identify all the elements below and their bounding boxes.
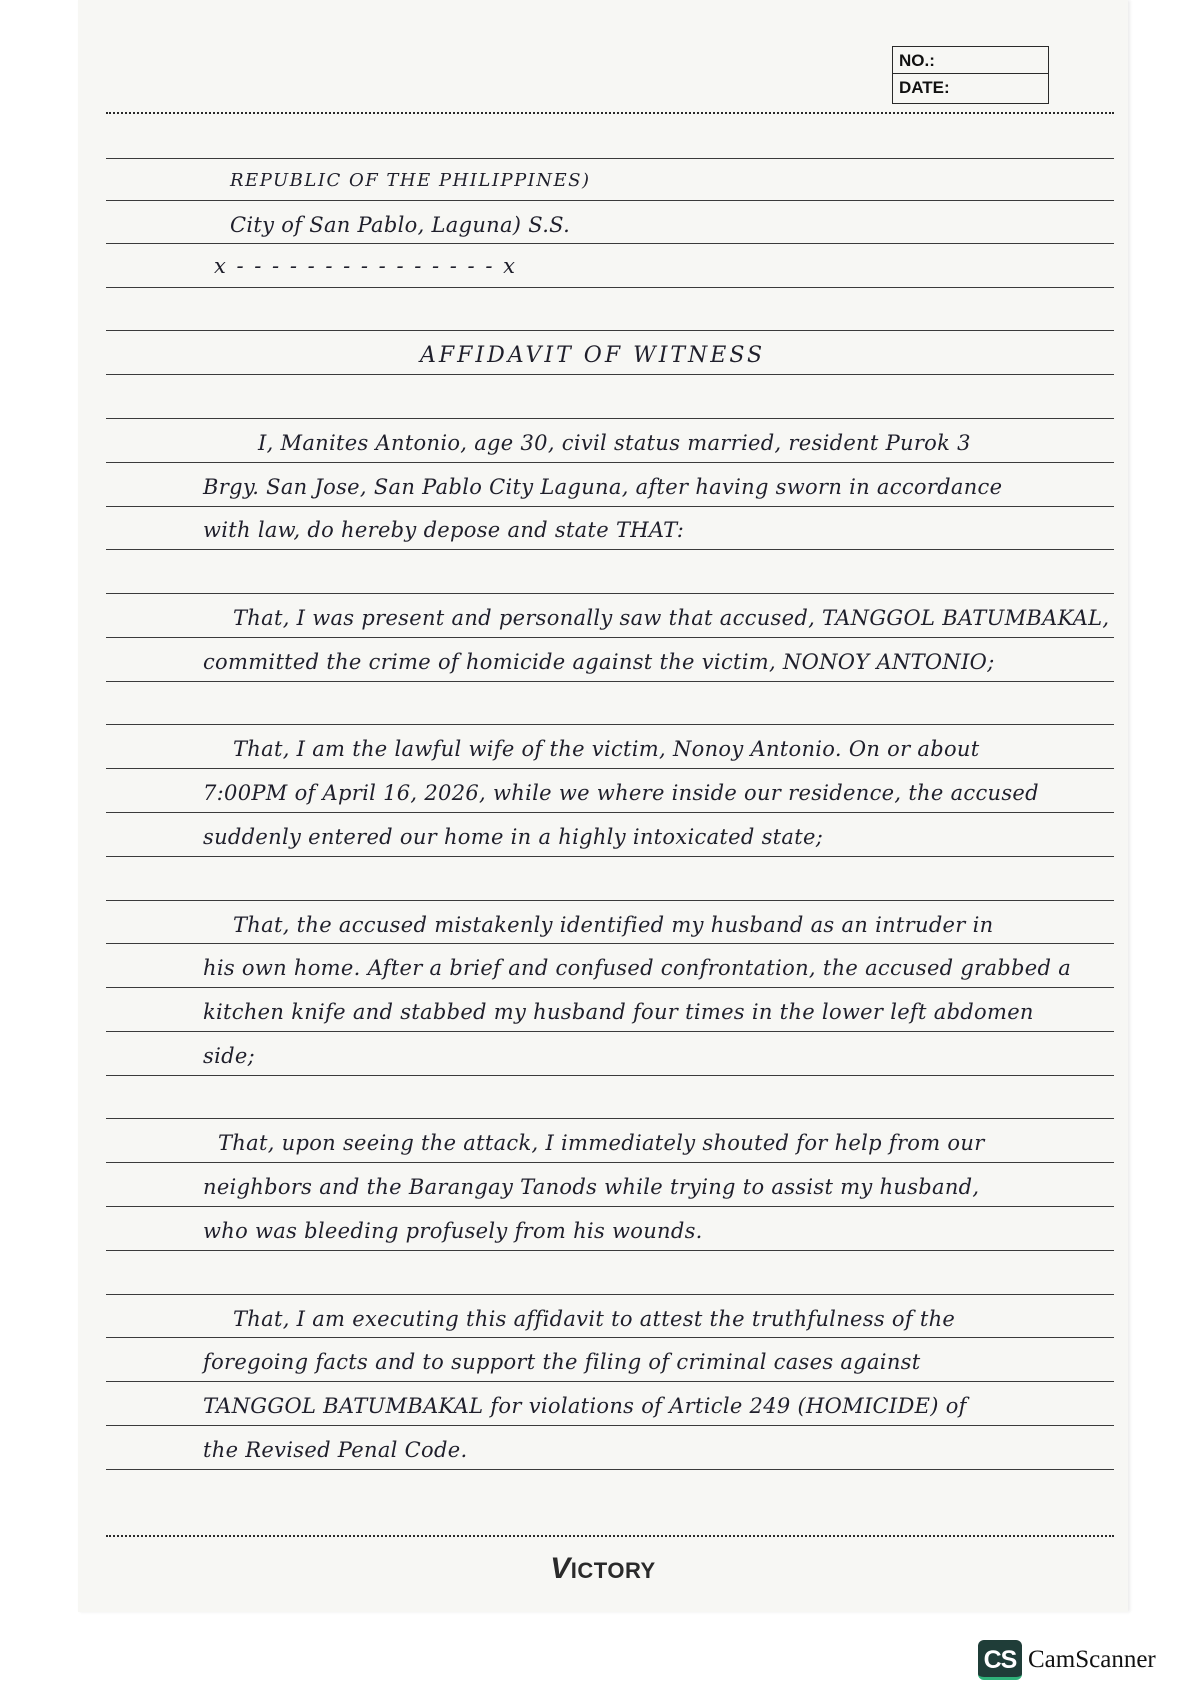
ruled-line bbox=[106, 1337, 1114, 1338]
ruled-line bbox=[106, 1425, 1114, 1426]
paragraph-3-line-3: suddenly entered our home in a highly intoxicated state; bbox=[203, 825, 824, 849]
paragraph-2-line-1: That, I was present and personally saw that accused, TANGGOL BATUMBAKAL, bbox=[233, 606, 1110, 630]
paragraph-4-line-1: That, the accused mistakenly identified my husband as an intruder in bbox=[233, 913, 994, 937]
caption-republic: REPUBLIC OF THE PHILIPPINES) bbox=[230, 170, 591, 191]
ruled-line bbox=[106, 462, 1114, 463]
camscanner-logo-icon: CS bbox=[978, 1640, 1022, 1680]
paragraph-4-line-2: his own home. After a brief and confused confrontation, the accused grabbed a bbox=[203, 956, 1072, 980]
paragraph-2-line-2: committed the crime of homicide against the victim, NONOY ANTONIO; bbox=[203, 650, 995, 674]
ruled-line bbox=[106, 1118, 1114, 1119]
ruled-line bbox=[106, 1469, 1114, 1470]
paragraph-6-line-1: That, I am executing this affidavit to attest the truthfulness of the bbox=[233, 1307, 956, 1331]
notebook-page bbox=[78, 0, 1128, 1612]
ruled-line bbox=[106, 243, 1114, 244]
ruled-line bbox=[106, 1381, 1114, 1382]
ruled-line bbox=[106, 943, 1114, 944]
ruled-line bbox=[106, 1294, 1114, 1295]
notebook-brand-logo bbox=[78, 1552, 1128, 1586]
ruled-line bbox=[106, 374, 1114, 375]
date-label: DATE: bbox=[899, 78, 950, 97]
paragraph-1-line-2: Brgy. San Jose, San Pablo City Laguna, after having sworn in accordance bbox=[203, 475, 1003, 499]
ruled-line bbox=[106, 1031, 1114, 1032]
ruled-line-top bbox=[106, 112, 1114, 114]
ruled-line bbox=[106, 681, 1114, 682]
ruled-line bbox=[106, 900, 1114, 901]
ruled-line bbox=[106, 768, 1114, 769]
caption-divider: x - - - - - - - - - - - - - - - x bbox=[214, 254, 517, 278]
ruled-line bbox=[106, 1075, 1114, 1076]
brand-rest: ICTORY bbox=[570, 1558, 656, 1583]
paragraph-5-line-3: who was bleeding profusely from his wounds. bbox=[203, 1219, 703, 1243]
ruled-line bbox=[106, 1250, 1114, 1251]
ruled-line bbox=[106, 637, 1114, 638]
paragraph-6-line-2: foregoing facts and to support the filing of criminal cases against bbox=[203, 1350, 921, 1374]
paragraph-1-line-1: I, Manites Antonio, age 30, civil status married, resident Purok 3 bbox=[258, 431, 971, 455]
ruled-line bbox=[106, 158, 1114, 159]
caption-city: City of San Pablo, Laguna) S.S. bbox=[230, 213, 571, 237]
ruled-line bbox=[106, 724, 1114, 725]
ruled-line bbox=[106, 287, 1114, 288]
paragraph-3-line-2: 7:00PM of April 16, 2026, while we where inside our residence, the accused bbox=[203, 781, 1039, 805]
no-date-box bbox=[892, 46, 1049, 104]
camscanner-watermark bbox=[978, 1640, 1156, 1680]
ruled-line bbox=[106, 549, 1114, 550]
camscanner-name: CamScanner bbox=[1028, 1646, 1156, 1673]
document-title: AFFIDAVIT OF WITNESS bbox=[420, 343, 766, 368]
paragraph-6-line-4: the Revised Penal Code. bbox=[203, 1438, 468, 1462]
brand-initial: V bbox=[550, 1552, 571, 1585]
ruled-line bbox=[106, 330, 1114, 331]
paragraph-5-line-2: neighbors and the Barangay Tanods while trying to assist my husband, bbox=[203, 1175, 980, 1199]
paragraph-5-line-1: That, upon seeing the attack, I immediately shouted for help from our bbox=[218, 1131, 985, 1155]
ruled-line bbox=[106, 200, 1114, 201]
paragraph-1-line-3: with law, do hereby depose and state THAT: bbox=[203, 518, 685, 542]
ruled-line bbox=[106, 1162, 1114, 1163]
ruled-line bbox=[106, 418, 1114, 419]
paragraph-4-line-4: side; bbox=[203, 1044, 255, 1068]
ruled-line bbox=[106, 1206, 1114, 1207]
paragraph-6-line-3: TANGGOL BATUMBAKAL for violations of Article 249 (HOMICIDE) of bbox=[203, 1394, 967, 1418]
paragraph-4-line-3: kitchen knife and stabbed my husband four times in the lower left abdomen bbox=[203, 1000, 1034, 1024]
ruled-line bbox=[106, 593, 1114, 594]
ruled-line-bottom bbox=[106, 1535, 1114, 1537]
ruled-line bbox=[106, 856, 1114, 857]
ruled-line bbox=[106, 987, 1114, 988]
no-label: NO.: bbox=[893, 47, 1048, 74]
ruled-line bbox=[106, 506, 1114, 507]
ruled-line bbox=[106, 812, 1114, 813]
paragraph-3-line-1: That, I am the lawful wife of the victim, Nonoy Antonio. On or about bbox=[233, 737, 980, 761]
